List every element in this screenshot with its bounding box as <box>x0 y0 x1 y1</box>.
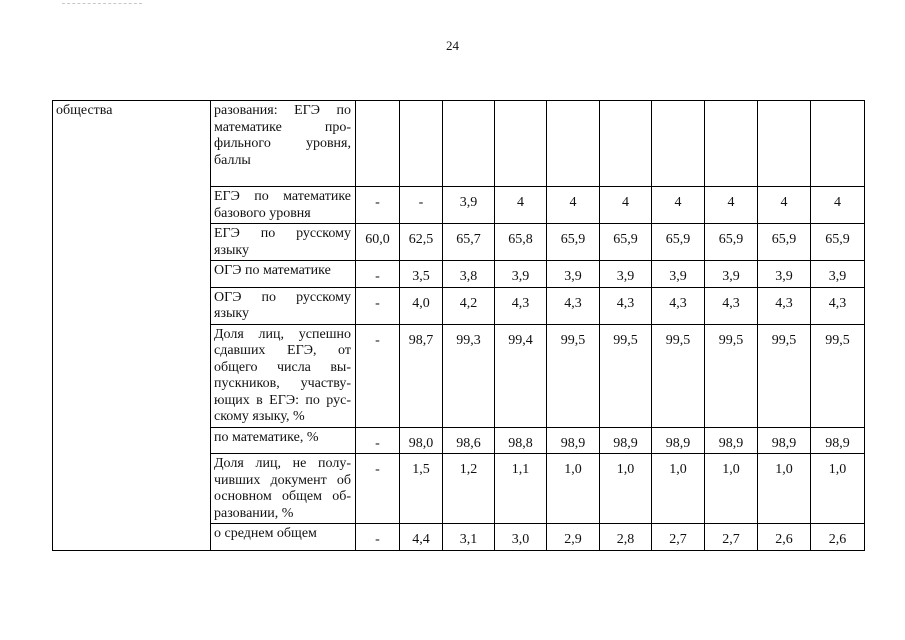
value-cell: 98,9 <box>600 427 652 454</box>
value-cell <box>652 101 705 187</box>
indicator-label-cell: о среднем общем <box>211 524 356 551</box>
value-cell: 4,2 <box>443 287 495 324</box>
value-cell: 65,9 <box>811 224 865 261</box>
value-cell: 98,9 <box>547 427 600 454</box>
value-cell: 2,6 <box>758 524 811 551</box>
value-cell: 1,0 <box>758 454 811 524</box>
value-cell: 3,9 <box>600 261 652 288</box>
value-cell: 98,6 <box>443 427 495 454</box>
value-cell: 98,9 <box>811 427 865 454</box>
value-cell <box>705 101 758 187</box>
value-cell: - <box>400 187 443 224</box>
value-cell: 4 <box>495 187 547 224</box>
value-cell: 99,5 <box>600 324 652 427</box>
value-cell <box>495 101 547 187</box>
value-cell: 60,0 <box>356 224 400 261</box>
value-cell: 62,5 <box>400 224 443 261</box>
value-cell: 2,8 <box>600 524 652 551</box>
value-cell: 3,1 <box>443 524 495 551</box>
value-cell: - <box>356 261 400 288</box>
group-label-cell: общества <box>53 101 211 551</box>
value-cell: 4 <box>600 187 652 224</box>
value-cell: 1,1 <box>495 454 547 524</box>
value-cell: - <box>356 324 400 427</box>
indicator-label-cell: ЕГЭ по математике базового уровня <box>211 187 356 224</box>
value-cell <box>758 101 811 187</box>
value-cell: 98,9 <box>652 427 705 454</box>
value-cell: 99,5 <box>811 324 865 427</box>
value-cell: 65,7 <box>443 224 495 261</box>
indicator-label-cell: ОГЭ по математике <box>211 261 356 288</box>
value-cell: 3,5 <box>400 261 443 288</box>
value-cell: 4,3 <box>811 287 865 324</box>
value-cell: 1,0 <box>705 454 758 524</box>
value-cell: 1,0 <box>811 454 865 524</box>
value-cell: 4,0 <box>400 287 443 324</box>
value-cell: 2,7 <box>652 524 705 551</box>
table-row <box>53 101 865 187</box>
value-cell: - <box>356 287 400 324</box>
value-cell: 98,0 <box>400 427 443 454</box>
value-cell: 3,9 <box>811 261 865 288</box>
value-cell: 99,5 <box>705 324 758 427</box>
value-cell <box>547 101 600 187</box>
value-cell: 2,9 <box>547 524 600 551</box>
value-cell <box>400 101 443 187</box>
value-cell: 4 <box>705 187 758 224</box>
value-cell: 65,9 <box>600 224 652 261</box>
value-cell: 98,7 <box>400 324 443 427</box>
value-cell: 65,9 <box>758 224 811 261</box>
value-cell: 4,3 <box>758 287 811 324</box>
indicator-label-cell: разования: ЕГЭ по математике про-фильного уровня, баллы <box>211 101 356 187</box>
value-cell <box>443 101 495 187</box>
value-cell: 98,9 <box>705 427 758 454</box>
indicators-table <box>52 100 865 551</box>
value-cell: 3,9 <box>547 261 600 288</box>
value-cell: 4,3 <box>547 287 600 324</box>
value-cell: 3,9 <box>652 261 705 288</box>
value-cell: - <box>356 427 400 454</box>
indicator-label-cell: Доля лиц, не полу-чивших документ об основном общем об-разовании, % <box>211 454 356 524</box>
page-number: 24 <box>446 38 459 53</box>
value-cell: 98,8 <box>495 427 547 454</box>
value-cell: 1,5 <box>400 454 443 524</box>
value-cell: 3,9 <box>758 261 811 288</box>
value-cell: 1,0 <box>652 454 705 524</box>
value-cell: 3,0 <box>495 524 547 551</box>
value-cell: 2,7 <box>705 524 758 551</box>
value-cell: 65,9 <box>652 224 705 261</box>
value-cell <box>600 101 652 187</box>
value-cell: 65,9 <box>705 224 758 261</box>
value-cell: 99,5 <box>547 324 600 427</box>
value-cell: 4,3 <box>600 287 652 324</box>
value-cell: 4,4 <box>400 524 443 551</box>
scan-artifact <box>62 3 142 5</box>
indicator-label-cell: по математике, % <box>211 427 356 454</box>
value-cell: 1,0 <box>600 454 652 524</box>
value-cell <box>811 101 865 187</box>
value-cell: 99,3 <box>443 324 495 427</box>
value-cell: 4 <box>811 187 865 224</box>
value-cell: 99,4 <box>495 324 547 427</box>
value-cell: 1,2 <box>443 454 495 524</box>
value-cell: 1,0 <box>547 454 600 524</box>
value-cell: - <box>356 524 400 551</box>
indicator-label-cell: ОГЭ по русскому языку <box>211 287 356 324</box>
value-cell: - <box>356 187 400 224</box>
value-cell: - <box>356 454 400 524</box>
value-cell: 99,5 <box>758 324 811 427</box>
indicator-label-cell: Доля лиц, успешно сдавших ЕГЭ, от общего числа вы-пускников, участву-ющих в ЕГЭ: по рус-скому языку, % <box>211 324 356 427</box>
value-cell: 4,3 <box>495 287 547 324</box>
value-cell: 99,5 <box>652 324 705 427</box>
value-cell: 98,9 <box>758 427 811 454</box>
value-cell: 3,9 <box>495 261 547 288</box>
value-cell: 65,9 <box>547 224 600 261</box>
value-cell: 4 <box>652 187 705 224</box>
value-cell: 3,8 <box>443 261 495 288</box>
value-cell: 4 <box>758 187 811 224</box>
value-cell: 4,3 <box>652 287 705 324</box>
value-cell: 4,3 <box>705 287 758 324</box>
value-cell: 3,9 <box>443 187 495 224</box>
value-cell <box>356 101 400 187</box>
value-cell: 3,9 <box>705 261 758 288</box>
value-cell: 65,8 <box>495 224 547 261</box>
value-cell: 4 <box>547 187 600 224</box>
value-cell: 2,6 <box>811 524 865 551</box>
indicator-label-cell: ЕГЭ по русскому языку <box>211 224 356 261</box>
